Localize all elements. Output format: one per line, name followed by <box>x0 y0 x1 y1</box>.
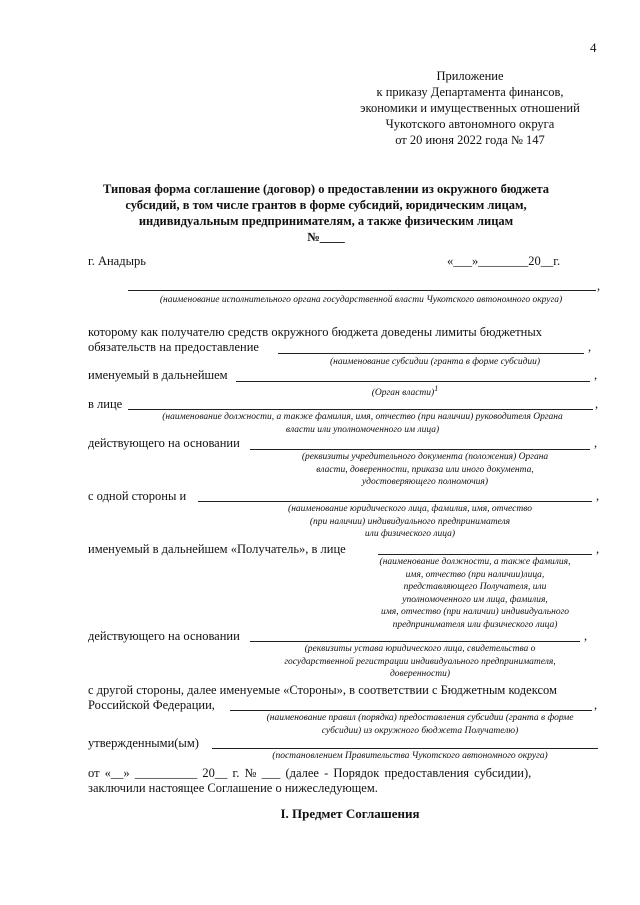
basis2-line <box>250 641 580 642</box>
concluded-text: заключили настоящее Соглашение о нижеследующем. <box>88 781 378 795</box>
document-title <box>80 181 572 245</box>
appendix-line: экономики и имущественных отношений <box>360 101 580 115</box>
organ-vlasti-line <box>236 381 590 382</box>
date-field: «___»________20__г. <box>447 254 561 268</box>
rules-line <box>230 710 592 711</box>
receiver-label: именуемый в дальнейшем «Получатель», в лице <box>88 542 346 556</box>
comma: , <box>595 397 599 411</box>
comma: , <box>588 340 592 354</box>
approved-label: утвержденными(ым) <box>88 736 199 750</box>
basis-note: (реквизиты учредительного документа (положения) Органа власти, доверенности, приказа или иного документа, удостоверяющего полномочия) <box>301 452 549 487</box>
person-label: в лице <box>88 397 123 411</box>
comma: , <box>596 489 600 503</box>
approved-note: (постановлением Правительства Чукотского автономного округа) <box>272 751 548 761</box>
receiver-line <box>378 554 592 555</box>
title-line: индивидуальным предпринимателям, а также физическим лицам <box>138 214 514 228</box>
hereinafter-label: именуемый в дальнейшем <box>88 368 228 382</box>
comma: , <box>584 629 588 643</box>
comma: , <box>594 698 598 712</box>
title-line: субсидий, в том числе грантов в форме субсидий, юридическим лицам, <box>125 198 527 212</box>
appendix-line: от 20 июня 2022 года № 147 <box>395 133 545 147</box>
comma: , <box>596 542 600 556</box>
organ-note: (наименование исполнительного органа государственной власти Чукотского автономного округа) <box>159 295 563 305</box>
approved-line <box>212 748 598 749</box>
one-side-label: с одной стороны и <box>88 489 187 503</box>
basis-label: действующего на основании <box>88 436 240 450</box>
section-title: I. Предмет Соглашения <box>280 806 420 821</box>
basis-line <box>250 449 590 450</box>
footnote-mark: 1 <box>434 384 439 393</box>
basis2-label: действующего на основании <box>88 629 240 643</box>
subsidy-line <box>278 353 584 354</box>
person-line <box>128 409 593 410</box>
title-line: Типовая форма соглашение (договор) о предоставлении из окружного бюджета <box>103 182 549 196</box>
comma: , <box>597 279 601 293</box>
appendix-block <box>340 68 600 148</box>
person-note: (наименование должности, а также фамилия, имя, отчество (при наличии) руководителя Органа власти или уполномоченного им лица) <box>162 412 563 435</box>
rules-note: (наименование правил (порядка) предоставления субсидии (гранта в форме субсидии) из окружного бюджета Получателю) <box>266 713 574 736</box>
one-side-line <box>198 501 592 502</box>
title-line: №____ <box>307 230 345 244</box>
appendix-line: Чукотского автономного округа <box>385 117 555 131</box>
other-side-text: с другой стороны, далее именуемые «Стороны», в соответствии с Бюджетным кодексом <box>88 683 557 697</box>
one-side-note: (наименование юридического лица, фамилия, имя, отчество (при наличии) индивидуального предпринимателя или физического лица) <box>288 504 532 539</box>
organ-name-line <box>128 290 596 291</box>
subsidy-note: (наименование субсидии (гранта в форме субсидии) <box>329 357 541 367</box>
recipient-text: которому как получателю средств окружного бюджета доведены лимиты бюджетных <box>88 325 543 339</box>
recipient-text: обязательств на предоставление <box>88 340 259 354</box>
organ-vlasti-note: (Орган власти)$^1$ <box>371 384 439 399</box>
place-text: г. Анадырь <box>88 254 146 268</box>
receiver-note: (наименование должности, а также фамилия, имя, отчество (при наличии)лица, представляющего Получателя, или уполномоченного им лица, фамилия, имя, отчество (при наличии) индивидуального предпринимателя или физического лица) <box>379 557 571 630</box>
appendix-line: Приложение <box>436 69 504 83</box>
basis2-note: (реквизиты устава юридического лица, свидетельства о государственной регистрации индивидуального предпринимателя, доверенности) <box>284 644 556 679</box>
comma: , <box>594 368 598 382</box>
appendix-line: к приказу Департамента финансов, <box>376 85 564 99</box>
from-text: от «__» __________ 20__ г. № ___ (далее - Порядок предоставления субсидии), <box>88 766 532 780</box>
page-number: 4 <box>590 40 597 55</box>
other-side-text: Российской Федерации, <box>88 698 215 712</box>
comma: , <box>594 436 598 450</box>
